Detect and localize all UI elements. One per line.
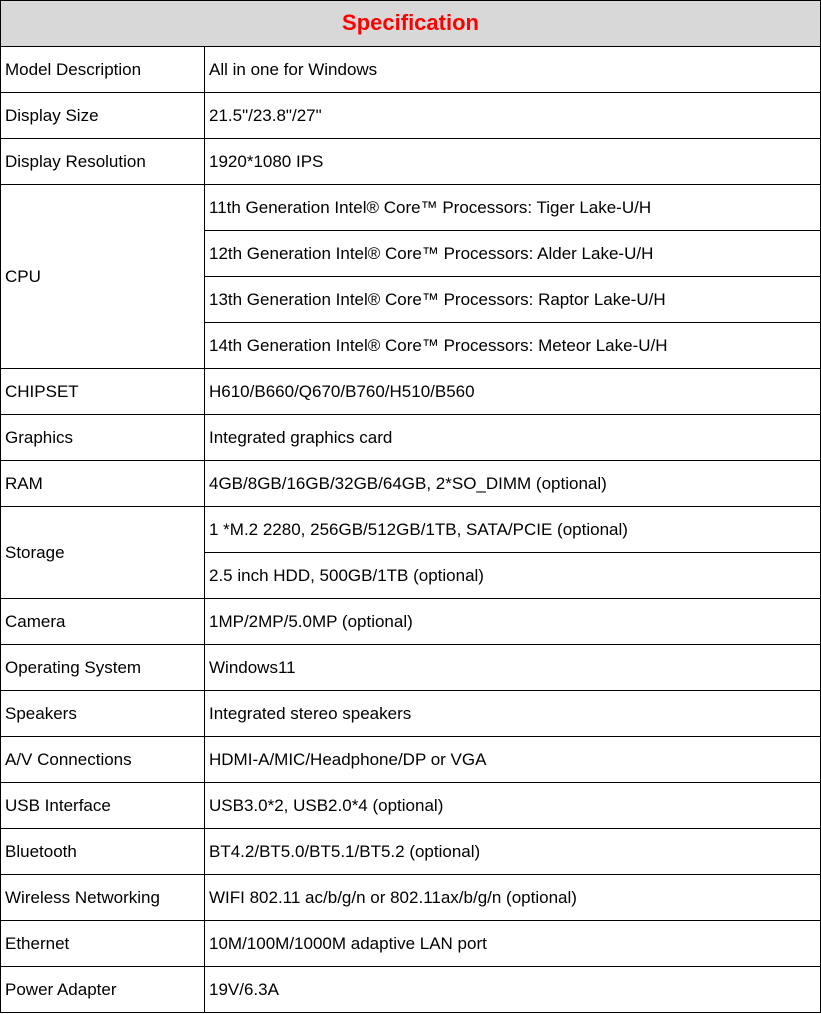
table-row [1, 737, 821, 783]
row-value-display-size: 21.5"/23.8"/27" [205, 93, 821, 139]
table-row [1, 47, 821, 93]
row-label-graphics: Graphics [1, 415, 205, 461]
row-label-ram: RAM [1, 461, 205, 507]
row-value-model: All in one for Windows [205, 47, 821, 93]
table-row [1, 415, 821, 461]
row-label-display-resolution: Display Resolution [1, 139, 205, 185]
row-label-power: Power Adapter [1, 967, 205, 1013]
row-label-chipset: CHIPSET [1, 369, 205, 415]
row-value-storage-hdd: 2.5 inch HDD, 500GB/1TB (optional) [205, 553, 821, 599]
row-value-ram: 4GB/8GB/16GB/32GB/64GB, 2*SO_DIMM (optional) [205, 461, 821, 507]
row-value-cpu-13th: 13th Generation Intel® Core™ Processors: Raptor Lake-U/H [205, 277, 821, 323]
row-label-camera: Camera [1, 599, 205, 645]
row-label-wireless: Wireless Networking [1, 875, 205, 921]
row-label-bluetooth: Bluetooth [1, 829, 205, 875]
table-row [1, 185, 821, 231]
row-value-power: 19V/6.3A [205, 967, 821, 1013]
table-title-cell [1, 1, 821, 47]
row-value-chipset: H610/B660/Q670/B760/H510/B560 [205, 369, 821, 415]
table-row [1, 829, 821, 875]
table-row [1, 967, 821, 1013]
table-row [1, 599, 821, 645]
row-label-storage: Storage [1, 507, 205, 599]
row-value-storage-ssd: 1 *M.2 2280, 256GB/512GB/1TB, SATA/PCIE (optional) [205, 507, 821, 553]
table-row [1, 507, 821, 553]
row-label-os: Operating System [1, 645, 205, 691]
row-value-graphics: Integrated graphics card [205, 415, 821, 461]
row-value-bluetooth: BT4.2/BT5.0/BT5.1/BT5.2 (optional) [205, 829, 821, 875]
row-value-camera: 1MP/2MP/5.0MP (optional) [205, 599, 821, 645]
row-value-os: Windows11 [205, 645, 821, 691]
title-row [1, 1, 821, 47]
table-row [1, 875, 821, 921]
row-label-av: A/V Connections [1, 737, 205, 783]
table-row [1, 921, 821, 967]
row-label-display-size: Display Size [1, 93, 205, 139]
row-value-wireless: WIFI 802.11 ac/b/g/n or 802.11ax/b/g/n (optional) [205, 875, 821, 921]
table-row [1, 691, 821, 737]
row-value-cpu-14th: 14th Generation Intel® Core™ Processors: Meteor Lake-U/H [205, 323, 821, 369]
row-label-model: Model Description [1, 47, 205, 93]
row-value-cpu-11th: 11th Generation Intel® Core™ Processors: Tiger Lake-U/H [205, 185, 821, 231]
row-value-speakers: Integrated stereo speakers [205, 691, 821, 737]
row-label-cpu: CPU [1, 185, 205, 369]
table-row [1, 461, 821, 507]
table-row [1, 645, 821, 691]
row-label-ethernet: Ethernet [1, 921, 205, 967]
row-value-ethernet: 10M/100M/1000M adaptive LAN port [205, 921, 821, 967]
row-value-display-resolution: 1920*1080 IPS [205, 139, 821, 185]
table-row [1, 139, 821, 185]
row-label-usb: USB Interface [1, 783, 205, 829]
row-label-speakers: Speakers [1, 691, 205, 737]
table-title: Specification [342, 9, 479, 35]
row-value-av: HDMI-A/MIC/Headphone/DP or VGA [205, 737, 821, 783]
table-row [1, 783, 821, 829]
row-value-cpu-12th: 12th Generation Intel® Core™ Processors: Alder Lake-U/H [205, 231, 821, 277]
table-row [1, 93, 821, 139]
table-row [1, 369, 821, 415]
row-value-usb: USB3.0*2, USB2.0*4 (optional) [205, 783, 821, 829]
